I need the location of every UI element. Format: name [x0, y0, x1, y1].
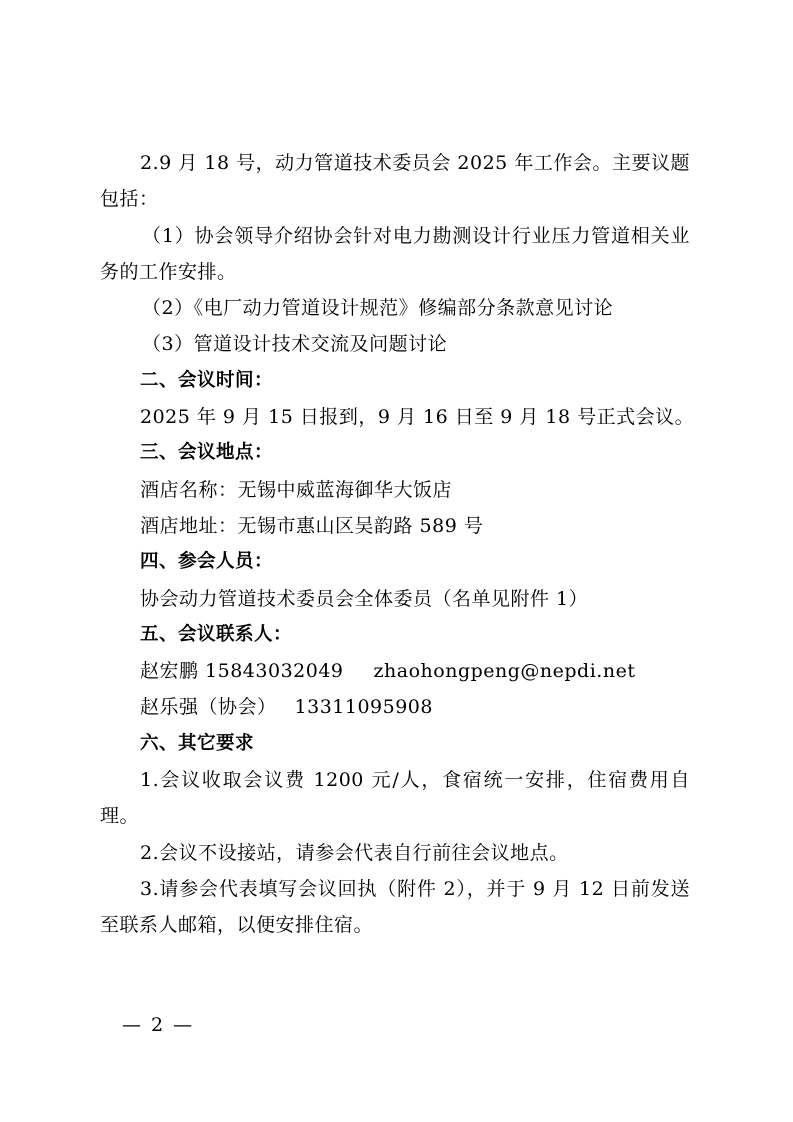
contact-1-email: zhaohongpeng@nepdi.net [373, 660, 636, 683]
section-heading-time: 二、会议时间： [140, 369, 274, 391]
requirement-1: 1.会议收取会议费 1200 元/人，食宿统一安排，住宿费用自理。 [100, 769, 690, 828]
contact-1-name-phone: 赵宏鹏 15843032049 [140, 660, 344, 683]
meeting-time-text: 2025 年 9 月 15 日报到，9 月 16 日至 9 月 18 号正式会议。 [140, 406, 695, 429]
agenda-topic-2: （2）《电厂动力管道设计规范》修编部分条款意见讨论 [142, 297, 614, 320]
contact-2-phone: 13311095908 [294, 696, 433, 719]
contact-row-2 [100, 689, 690, 725]
agenda-topic-3: （3）管道设计技术交流及问题讨论 [142, 333, 448, 356]
hotel-address: 酒店地址：无锡市惠山区吴韵路 589 号 [140, 514, 484, 537]
section-heading-other: 六、其它要求 [140, 732, 255, 754]
attendees-text: 协会动力管道技术委员会全体委员（名单见附件 1） [140, 587, 589, 610]
document-body [100, 145, 695, 944]
contact-2-name: 赵乐强（协会） [140, 696, 277, 719]
requirement-2: 2.会议不设接站，请参会代表自行前往会议地点。 [140, 841, 569, 864]
section-heading-place: 三、会议地点： [140, 442, 274, 464]
section-heading-contacts: 五、会议联系人： [140, 623, 293, 645]
contact-row-1 [100, 653, 690, 689]
agenda-topic-1: （1）协会领导介绍协会针对电力勘测设计行业压力管道相关业务的工作安排。 [100, 224, 690, 283]
page-number: — 2 — [122, 1014, 195, 1036]
agenda-item-2: 2.9 月 18 号，动力管道技术委员会 2025 年工作会。主要议题包括： [100, 152, 690, 211]
section-heading-attendees: 四、参会人员： [140, 551, 274, 573]
hotel-name: 酒店名称：无锡中威蓝海御华大饭店 [140, 478, 453, 501]
requirement-3: 3.请参会代表填写会议回执（附件 2），并于 9 月 12 日前发送至联系人邮箱，以便安排住宿。 [100, 877, 690, 937]
